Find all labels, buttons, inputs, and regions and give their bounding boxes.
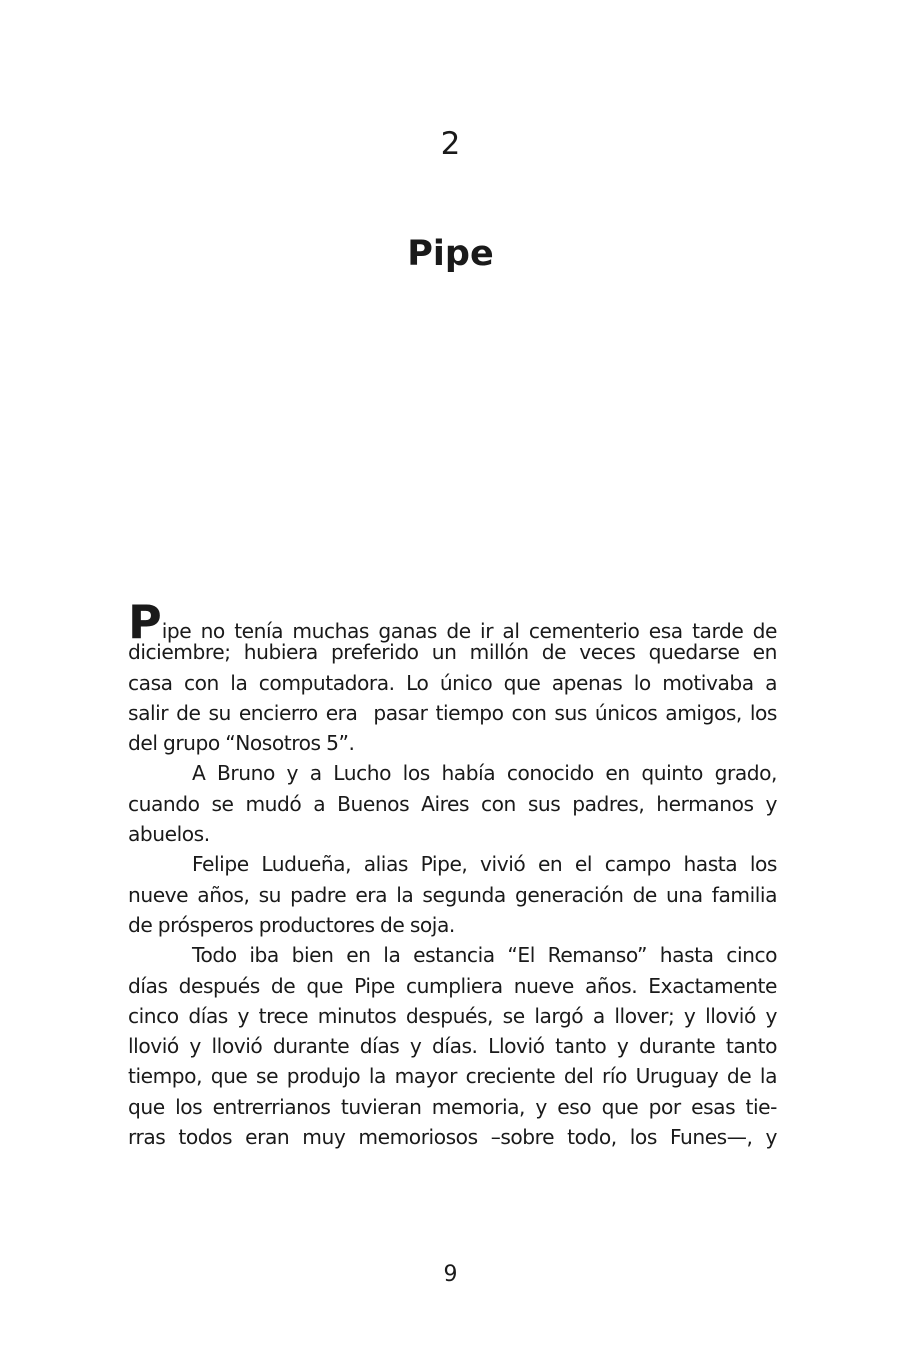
text-line: días después de que Pipe cumpliera nueve años. Exactamente [128, 973, 777, 998]
page-number: 9 [443, 1262, 458, 1287]
text-line: nueve años, su padre era la segunda generación de una familia [128, 882, 777, 907]
text-line: Felipe Ludueña, alias Pipe, vivió en el campo hasta los [192, 852, 777, 877]
text-line-content: ipe no tenía muchas ganas de ir al cementerio esa tarde de [161, 619, 777, 643]
text-line: cuando se mudó a Buenos Aires con sus padres, hermanos y [128, 791, 777, 816]
text-line: llovió y llovió durante días y días. Llovió tanto y durante tanto [128, 1034, 777, 1059]
chapter-title: Pipe [407, 234, 494, 274]
chapter-number: 2 [440, 126, 461, 162]
text-line: del grupo “Nosotros 5”. [128, 731, 355, 756]
text-line: salir de su encierro era pasar tiempo con sus únicos amigos, los [128, 700, 777, 725]
text-line: diciembre; hubiera preferido un millón de veces quedarse en [128, 640, 777, 665]
text-line: A Bruno y a Lucho los había conocido en quinto grado, [192, 761, 777, 786]
text-line: casa con la computadora. Lo único que apenas lo motivaba a [128, 670, 777, 695]
text-line: que los entrerrianos tuvieran memoria, y eso que por esas tie- [128, 1094, 777, 1119]
text-line: de prósperos productores de soja. [128, 912, 455, 937]
paragraph [128, 849, 777, 940]
drop-cap: P [128, 595, 162, 649]
chapter-body [128, 595, 777, 1152]
paragraph [128, 595, 777, 758]
text-line: tiempo, que se produjo la mayor creciente del río Uruguay de la [128, 1064, 777, 1089]
text-line [128, 595, 777, 649]
text-line: abuelos. [128, 822, 210, 847]
paragraph [128, 940, 777, 1152]
text-line: rras todos eran muy memoriosos –sobre todo, los Funes—, y [128, 1125, 777, 1150]
paragraph [128, 758, 777, 849]
text-line: Todo iba bien en la estancia “El Remanso” hasta cinco [192, 943, 777, 968]
text-line: cinco días y trece minutos después, se largó a llover; y llovió y [128, 1003, 777, 1028]
